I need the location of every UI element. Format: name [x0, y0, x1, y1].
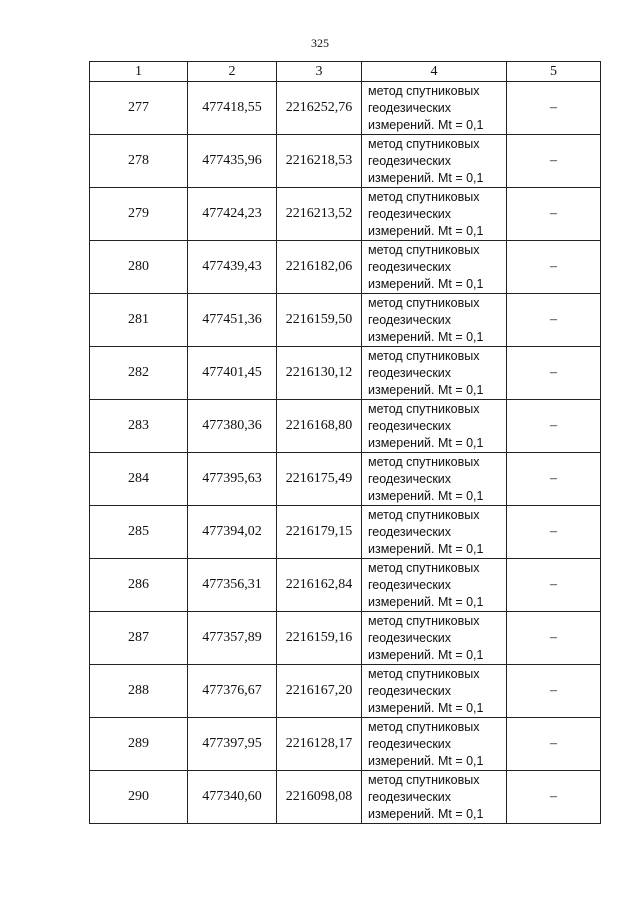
- method-line: геодезических: [368, 524, 452, 539]
- table-row: [90, 294, 601, 347]
- point-number-cell: 278: [90, 135, 188, 188]
- method-cell: [362, 294, 507, 347]
- y-coordinate-cell: 2216168,80: [277, 400, 362, 453]
- method-line: измерений. Mt = 0,1: [368, 488, 484, 503]
- x-coordinate-cell: 477380,36: [188, 400, 277, 453]
- point-number-cell: 280: [90, 241, 188, 294]
- method-line: геодезических: [368, 577, 452, 592]
- method-line: измерений. Mt = 0,1: [368, 329, 484, 344]
- y-coordinate-cell: 2216179,15: [277, 506, 362, 559]
- y-coordinate-cell: 2216252,76: [277, 82, 362, 135]
- note-cell: –: [507, 718, 601, 771]
- y-coordinate-cell: 2216167,20: [277, 665, 362, 718]
- method-line: геодезических: [368, 206, 452, 221]
- method-line: геодезических: [368, 312, 452, 327]
- header-cell-3: 3: [277, 62, 362, 82]
- method-line: измерений. Mt = 0,1: [368, 541, 484, 556]
- method-line: геодезических: [368, 630, 452, 645]
- method-line: геодезических: [368, 789, 452, 804]
- x-coordinate-cell: 477340,60: [188, 771, 277, 824]
- method-cell: [362, 771, 507, 824]
- point-number-cell: 289: [90, 718, 188, 771]
- table-body: [90, 82, 601, 824]
- point-number-cell: 290: [90, 771, 188, 824]
- method-line: измерений. Mt = 0,1: [368, 647, 484, 662]
- table-row: [90, 135, 601, 188]
- table-row: [90, 453, 601, 506]
- point-number-cell: 279: [90, 188, 188, 241]
- point-number-cell: 285: [90, 506, 188, 559]
- method-line: измерений. Mt = 0,1: [368, 700, 484, 715]
- method-line: метод спутниковых: [368, 772, 480, 787]
- note-cell: –: [507, 400, 601, 453]
- y-coordinate-cell: 2216159,16: [277, 612, 362, 665]
- y-coordinate-cell: 2216162,84: [277, 559, 362, 612]
- method-line: метод спутниковых: [368, 189, 480, 204]
- y-coordinate-cell: 2216213,52: [277, 188, 362, 241]
- point-number-cell: 286: [90, 559, 188, 612]
- method-cell: [362, 135, 507, 188]
- table-row: [90, 612, 601, 665]
- method-line: метод спутниковых: [368, 83, 480, 98]
- method-line: метод спутниковых: [368, 507, 480, 522]
- method-line: метод спутниковых: [368, 401, 480, 416]
- x-coordinate-cell: 477435,96: [188, 135, 277, 188]
- method-line: метод спутниковых: [368, 560, 480, 575]
- y-coordinate-cell: 2216128,17: [277, 718, 362, 771]
- method-cell: [362, 400, 507, 453]
- method-line: геодезических: [368, 153, 452, 168]
- y-coordinate-cell: 2216182,06: [277, 241, 362, 294]
- method-line: измерений. Mt = 0,1: [368, 382, 484, 397]
- note-cell: –: [507, 241, 601, 294]
- method-line: метод спутниковых: [368, 242, 480, 257]
- method-line: измерений. Mt = 0,1: [368, 276, 484, 291]
- method-line: геодезических: [368, 365, 452, 380]
- header-cell-1: 1: [90, 62, 188, 82]
- x-coordinate-cell: 477395,63: [188, 453, 277, 506]
- method-line: измерений. Mt = 0,1: [368, 806, 484, 821]
- note-cell: –: [507, 82, 601, 135]
- method-cell: [362, 347, 507, 400]
- x-coordinate-cell: 477356,31: [188, 559, 277, 612]
- page-number: 325: [311, 36, 329, 50]
- header-cell-2: 2: [188, 62, 277, 82]
- method-cell: [362, 241, 507, 294]
- method-cell: [362, 665, 507, 718]
- note-cell: –: [507, 347, 601, 400]
- method-line: измерений. Mt = 0,1: [368, 594, 484, 609]
- table-row: [90, 188, 601, 241]
- method-line: измерений. Mt = 0,1: [368, 117, 484, 132]
- note-cell: –: [507, 188, 601, 241]
- method-line: метод спутниковых: [368, 666, 480, 681]
- point-number-cell: 281: [90, 294, 188, 347]
- table-row: [90, 506, 601, 559]
- method-line: геодезических: [368, 418, 452, 433]
- note-cell: –: [507, 294, 601, 347]
- method-cell: [362, 188, 507, 241]
- method-line: геодезических: [368, 683, 452, 698]
- table-header: [90, 62, 601, 82]
- point-number-cell: 282: [90, 347, 188, 400]
- y-coordinate-cell: 2216159,50: [277, 294, 362, 347]
- method-line: измерений. Mt = 0,1: [368, 753, 484, 768]
- method-line: геодезических: [368, 736, 452, 751]
- x-coordinate-cell: 477397,95: [188, 718, 277, 771]
- point-number-cell: 288: [90, 665, 188, 718]
- point-number-cell: 287: [90, 612, 188, 665]
- y-coordinate-cell: 2216130,12: [277, 347, 362, 400]
- note-cell: –: [507, 506, 601, 559]
- table-row: [90, 559, 601, 612]
- method-cell: [362, 718, 507, 771]
- header-row: [90, 62, 601, 82]
- table-row: [90, 82, 601, 135]
- x-coordinate-cell: 477376,67: [188, 665, 277, 718]
- note-cell: –: [507, 559, 601, 612]
- x-coordinate-cell: 477394,02: [188, 506, 277, 559]
- method-line: геодезических: [368, 100, 452, 115]
- method-line: метод спутниковых: [368, 613, 480, 628]
- method-cell: [362, 506, 507, 559]
- method-cell: [362, 453, 507, 506]
- y-coordinate-cell: 2216175,49: [277, 453, 362, 506]
- x-coordinate-cell: 477424,23: [188, 188, 277, 241]
- point-number-cell: 277: [90, 82, 188, 135]
- point-number-cell: 284: [90, 453, 188, 506]
- method-cell: [362, 559, 507, 612]
- method-line: метод спутниковых: [368, 136, 480, 151]
- method-line: измерений. Mt = 0,1: [368, 170, 484, 185]
- note-cell: –: [507, 453, 601, 506]
- method-line: измерений. Mt = 0,1: [368, 435, 484, 450]
- method-line: метод спутниковых: [368, 348, 480, 363]
- method-line: метод спутниковых: [368, 719, 480, 734]
- method-cell: [362, 612, 507, 665]
- x-coordinate-cell: 477401,45: [188, 347, 277, 400]
- coordinates-table: [89, 61, 601, 824]
- header-cell-5: 5: [507, 62, 601, 82]
- x-coordinate-cell: 477418,55: [188, 82, 277, 135]
- method-line: измерений. Mt = 0,1: [368, 223, 484, 238]
- method-line: геодезических: [368, 259, 452, 274]
- x-coordinate-cell: 477451,36: [188, 294, 277, 347]
- y-coordinate-cell: 2216098,08: [277, 771, 362, 824]
- header-cell-4: 4: [362, 62, 507, 82]
- table-row: [90, 665, 601, 718]
- table-row: [90, 241, 601, 294]
- y-coordinate-cell: 2216218,53: [277, 135, 362, 188]
- note-cell: –: [507, 771, 601, 824]
- x-coordinate-cell: 477439,43: [188, 241, 277, 294]
- x-coordinate-cell: 477357,89: [188, 612, 277, 665]
- method-line: метод спутниковых: [368, 295, 480, 310]
- method-cell: [362, 82, 507, 135]
- table-row: [90, 400, 601, 453]
- note-cell: –: [507, 135, 601, 188]
- point-number-cell: 283: [90, 400, 188, 453]
- table-row: [90, 771, 601, 824]
- method-line: метод спутниковых: [368, 454, 480, 469]
- note-cell: –: [507, 612, 601, 665]
- method-line: геодезических: [368, 471, 452, 486]
- note-cell: –: [507, 665, 601, 718]
- table-row: [90, 347, 601, 400]
- table-row: [90, 718, 601, 771]
